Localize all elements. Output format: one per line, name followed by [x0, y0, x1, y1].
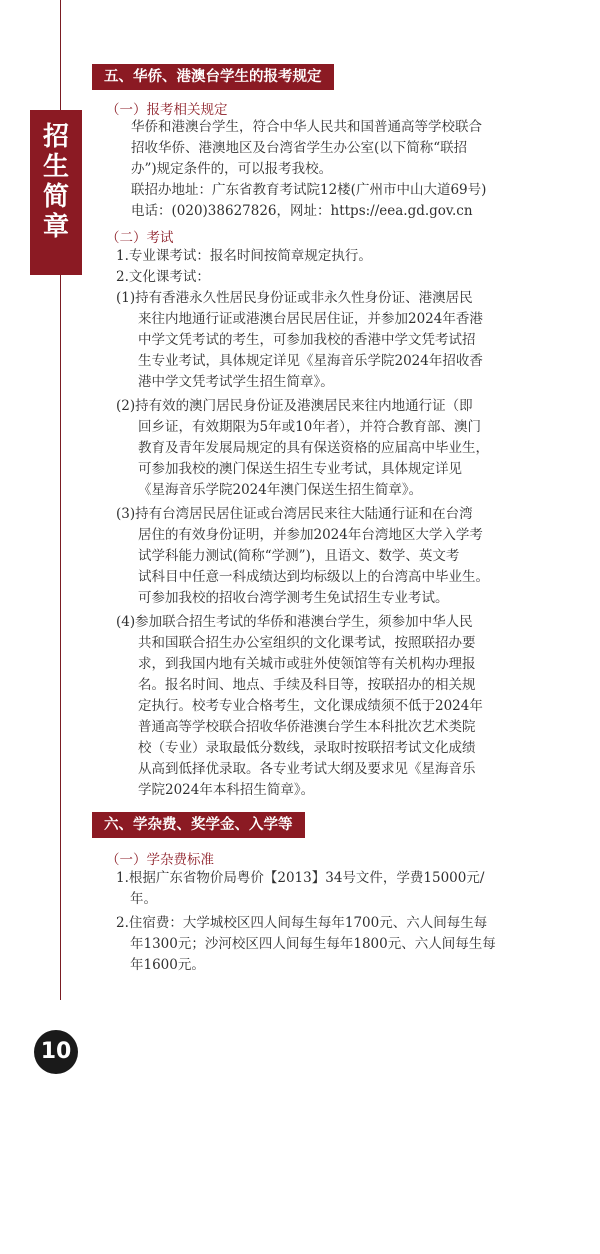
- item-line: 可参加我校的澳门保送生招生专业考试，具体规定详见: [138, 461, 462, 477]
- item-line: 定执行。校考专业合格考生，文化课成绩须不低于2024年: [138, 698, 483, 714]
- side-tab-char: 章: [42, 212, 69, 242]
- text-line: 1.专业课考试：报名时间按简章规定执行。: [116, 248, 372, 264]
- text-line: 招收华侨、港澳地区及台湾省学生办公室(以下简称“联招: [131, 140, 468, 156]
- section6-title: 六、学杂费、奖学金、入学等: [92, 812, 305, 838]
- item-line: 从高到低择优录取。各专业考试大纲及要求见《星海音乐: [138, 761, 476, 777]
- item-line: (1)持有香港永久性居民身份证或非永久性身份证、港澳居民: [116, 290, 473, 306]
- item-line: 年1600元。: [130, 957, 205, 973]
- page-number: 10: [34, 1030, 78, 1074]
- text-line: 电话：(020)38627826，网址：https://eea.gd.gov.cn: [131, 203, 473, 219]
- side-tab-char: 简: [42, 182, 69, 212]
- item-line: 1.根据广东省物价局粤价【2013】34号文件，学费15000元/: [116, 870, 485, 886]
- item-line: 2.住宿费：大学城校区四人间每生每年1700元、六人间每生每: [116, 915, 488, 931]
- item-line: 可参加我校的招收台湾学测考生免试招生专业考试。: [138, 590, 449, 606]
- side-tab: [30, 110, 82, 275]
- side-tab-char: 招: [42, 122, 69, 152]
- text-line: 联招办地址：广东省教育考试院12楼(广州市中山大道69号): [131, 182, 487, 198]
- item-line: (3)持有台湾居民居住证或台湾居民来往大陆通行证和在台湾: [116, 506, 473, 522]
- section5-title: 五、华侨、港澳台学生的报考规定: [92, 64, 334, 90]
- section5-sub2: （二）考试: [106, 230, 174, 246]
- text-line: 2.文化课考试：: [116, 269, 210, 285]
- item-line: 居住的有效身份证明，并参加2024年台湾地区大学入学考: [138, 527, 483, 543]
- section6-sub1: （一）学杂费标准: [106, 852, 214, 868]
- item-line: 中学文凭考试的考生，可参加我校的香港中学文凭考试招: [138, 332, 476, 348]
- text-line: 办”)规定条件的，可以报考我校。: [131, 161, 333, 177]
- item-line: 普通高等学校联合招收华侨港澳台学生本科批次艺术类院: [138, 719, 476, 735]
- item-line: 生专业考试，具体规定详见《星海音乐学院2024年招收香: [138, 353, 483, 369]
- item-line: (4)参加联合招生考试的华侨和港澳台学生，须参加中华人民: [116, 614, 473, 630]
- item-line: 共和国联合招生办公室组织的文化课考试，按照联招办要: [138, 635, 476, 651]
- section5-sub1: （一）报考相关规定: [106, 102, 228, 118]
- item-line: 校（专业）录取最低分数线，录取时按联招考试文化成绩: [138, 740, 476, 756]
- item-line: 《星海音乐学院2024年澳门保送生招生简章》。: [138, 482, 423, 498]
- item-line: (2)持有效的澳门居民身份证及港澳居民来往内地通行证（即: [116, 398, 473, 414]
- text-line: 华侨和港澳台学生，符合中华人民共和国普通高等学校联合: [131, 119, 482, 135]
- item-line: 年。: [130, 891, 157, 907]
- item-line: 试学科能力测试(简称“学测”)，且语文、数学、英文考: [138, 548, 460, 564]
- item-line: 求，到我国内地有关城市或驻外使领馆等有关机构办理报: [138, 656, 476, 672]
- item-line: 名。报名时间、地点、手续及科目等，按联招办的相关规: [138, 677, 476, 693]
- side-tab-char: 生: [42, 152, 69, 182]
- item-line: 来往内地通行证或港澳台居民居住证，并参加2024年香港: [138, 311, 483, 327]
- item-line: 年1300元；沙河校区四人间每生每年1800元、六人间每生每: [130, 936, 496, 952]
- item-line: 学院2024年本科招生简章》。: [138, 782, 315, 798]
- item-line: 教育及青年发展局规定的具有保送资格的应届高中毕业生，: [138, 440, 489, 456]
- item-line: 试科目中任意一科成绩达到均标级以上的台湾高中毕业生。: [138, 569, 489, 585]
- item-line: 回乡证，有效期限为5年或10年者），并符合教育部、澳门: [138, 419, 482, 435]
- item-line: 港中学文凭考试学生招生简章》。: [138, 374, 334, 390]
